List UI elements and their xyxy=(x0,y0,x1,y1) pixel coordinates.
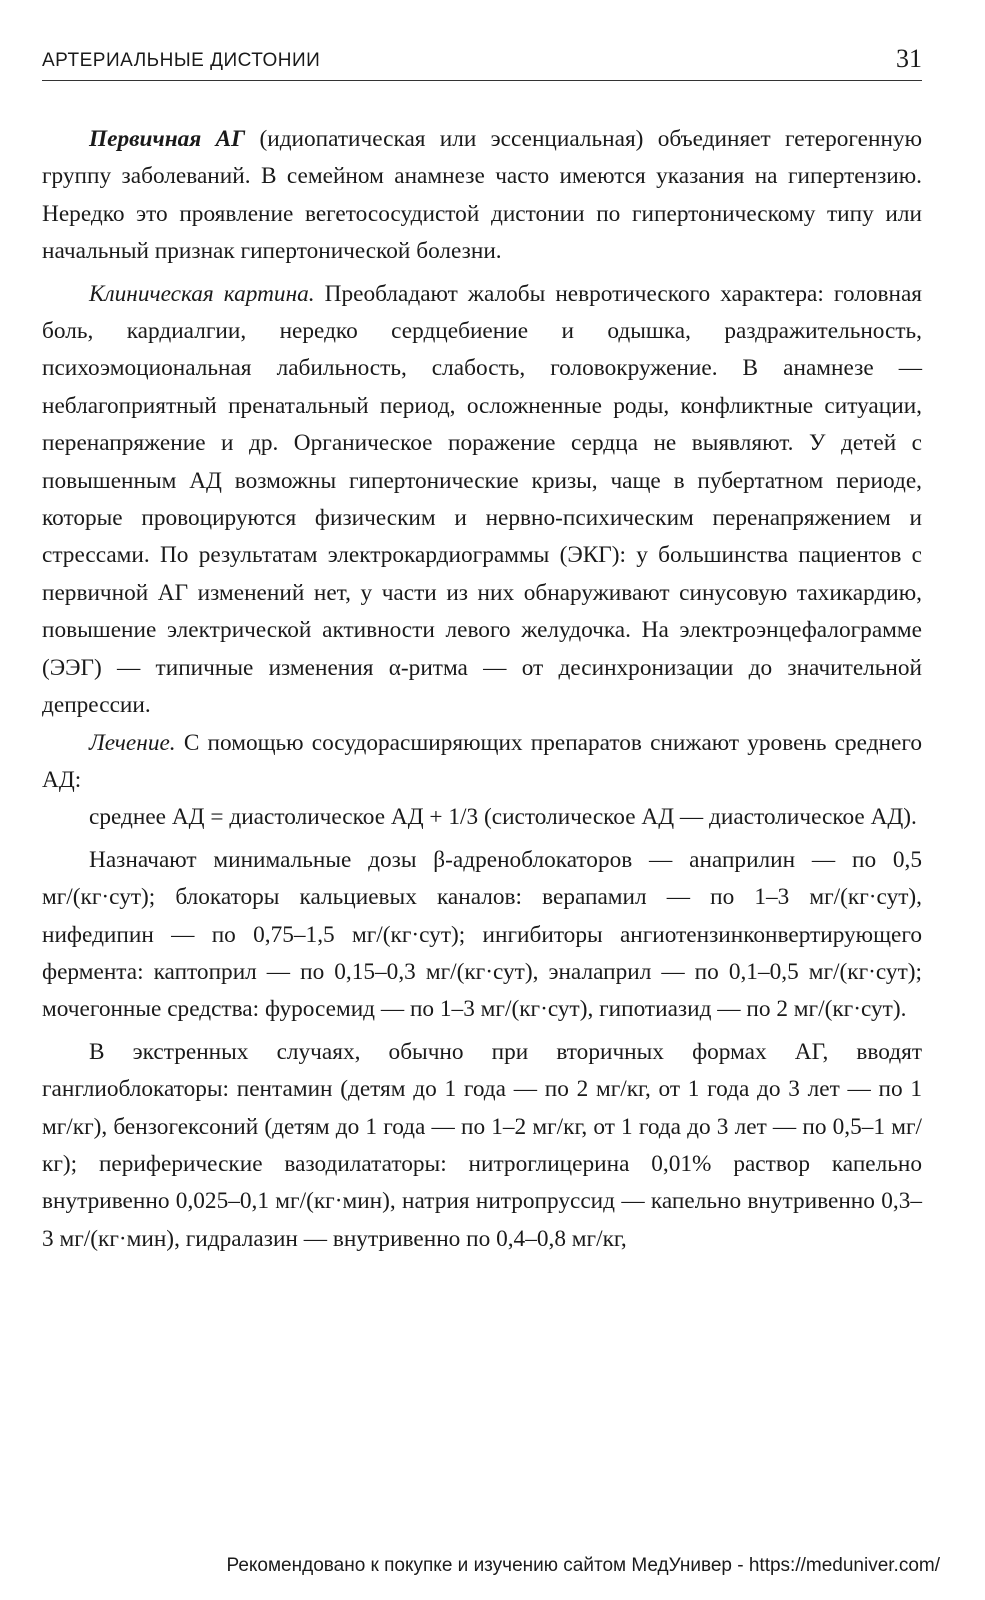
running-title: АРТЕРИАЛЬНЫЕ ДИСТОНИИ xyxy=(42,50,321,71)
paragraph-lead: Клиническая картина. xyxy=(89,280,315,307)
footer-note: Рекомендовано к покупке и изучению сайтом МедУнивер - https://meduniver.com/ xyxy=(226,1555,940,1576)
paragraph-emergency: В экстренных случаях, обычно при вторичных формах АГ, вводят ганглиоблокаторы: пентамин (детям до 1 года — по 2 мг/кг, от 1 года до 3 лет — по 1 мг/кг), бензогексоний (детям до 1 года — по 1–2 мг/кг, от 1 года до 3 лет — по 0,5–1 мг/кг); периферические вазодилататоры: нитроглицерина 0,01% раствор капельно внутривенно 0,025–0,1 мг/(кг·мин), натрия нитропруссид — капельно внутривенно 0,3–3 мг/(кг·мин), гидралазин — внутривенно по 0,4–0,8 мг/кг, xyxy=(42,1038,922,1252)
paragraph-text: С помощью сосудорасширяющих препаратов снижают уровень среднего АД: xyxy=(42,729,922,793)
paragraph-lead: Лечение. xyxy=(89,729,176,756)
paragraph-treatment xyxy=(42,725,922,800)
paragraph-lead: Первичная АГ xyxy=(89,126,246,152)
paragraph-text: (идиопатическая или эссенциальная) объединяет гетерогенную группу заболеваний. В семейном анамнезе часто имеются указания на гипертензию. Нередко это проявление вегетососудистой дистонии по гипертоническому типу или начальный признак гипертонической болезни. xyxy=(42,126,922,265)
formula-mean-bp: среднее АД = диастолическое АД + 1/3 (систолическое АД — диастолическое АД). xyxy=(89,804,917,831)
page-header xyxy=(42,42,922,81)
paragraph-clinical-picture xyxy=(42,276,922,725)
paragraph-doses: Назначают минимальные дозы β-адреноблокаторов — анаприлин — по 0,5 мг/(кг·сут); блокаторы кальциевых каналов: верапамил — по 1–3 мг/(кг·сут), нифедипин — по 0,75–1,5 мг/(кг·сут); ингибиторы ангиотензинконвертирующего фермента: каптоприл — по 0,15–0,3 мг/(кг·сут), эналаприл — по 0,1–0,5 мг/(кг·сут); мочегонные средства: фуросемид — по 1–3 мг/(кг·сут), гипотиазид — по 2 мг/(кг·сут). xyxy=(42,846,922,1023)
page-body xyxy=(42,121,922,1258)
page-number: 31 xyxy=(896,44,922,73)
paragraph-text: Преобладают жалобы невротического характера: головная боль, кардиалгии, нередко сердцебиение и одышка, раздражительность, психоэмоциональная лабильность, слабость, головокружение. В анамнезе — неблагоприятный пренатальный период, осложненные роды, конфликтные ситуации, перенапряжение и др. Органическое поражение сердца не выявляют. У детей с повышенным АД возможны гипертонические кризы, чаще в пубертатном периоде, которые провоцируются физическим и нервно-психическим перенапряжением и стрессами. По результатам электрокардиограммы (ЭКГ): у большинства пациентов с первичной АГ изменений нет, у части из них обнаруживают синусовую тахикардию, повышение электрической активности левого желудочка. На электроэнцефалограмме (ЭЭГ) — типичные изменения α-ритма — от десинхронизации до значительной депрессии. xyxy=(42,280,923,719)
paragraph-primary-ag xyxy=(42,121,922,271)
